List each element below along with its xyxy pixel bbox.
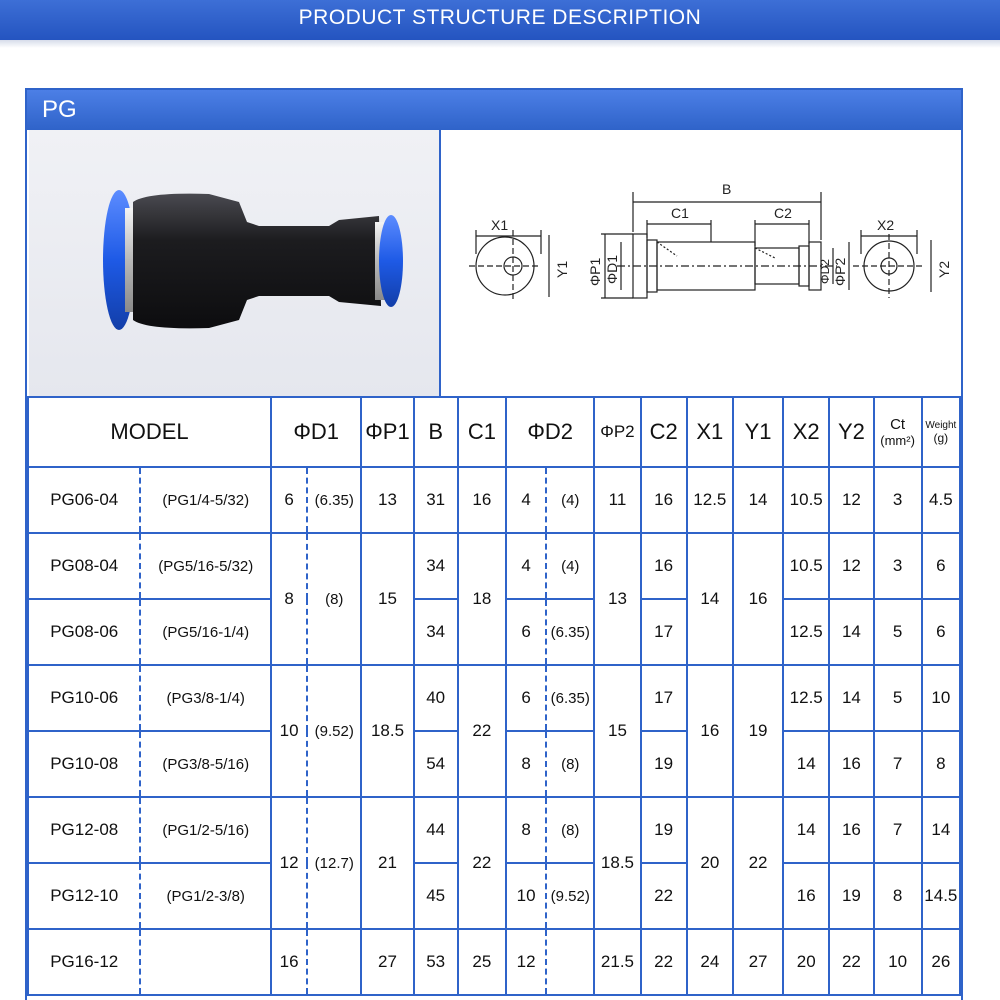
y2-cell: 14 — [829, 665, 873, 731]
section-header — [27, 90, 961, 130]
header-b: B — [414, 397, 458, 467]
spec-cell: (PG1/2-5/16) — [140, 797, 271, 863]
c1-cell: 16 — [458, 467, 506, 533]
dimension-drawing — [441, 130, 961, 396]
header-model: MODEL — [28, 397, 271, 467]
d2-cell: 4 — [506, 533, 546, 599]
d2-cell: 6 — [506, 599, 546, 665]
p2-cell: 13 — [594, 533, 640, 665]
d2-inch-cell: (4) — [546, 467, 594, 533]
ct-cell: 10 — [874, 929, 922, 995]
collet-small — [379, 215, 403, 307]
header-ct-label: Ct — [890, 416, 906, 433]
y1-cell: 27 — [733, 929, 783, 995]
x2-cell: 10.5 — [783, 533, 829, 599]
product-frame — [25, 88, 963, 1000]
header-y1: Y1 — [733, 397, 783, 467]
d2-inch-cell: (9.52) — [546, 863, 594, 929]
weight-cell: 6 — [922, 533, 960, 599]
spec-cell: (PG5/16-1/4) — [140, 599, 271, 665]
ct-cell: 8 — [874, 863, 922, 929]
table-row — [28, 929, 960, 995]
b-cell: 34 — [414, 533, 458, 599]
p1-cell: 15 — [361, 533, 413, 665]
y2-cell: 16 — [829, 797, 873, 863]
d1-cell: 12 — [271, 797, 307, 929]
label-p1: ΦP1 — [587, 257, 603, 286]
d1-inch-cell: (8) — [307, 533, 361, 665]
model-cell: PG08-04 — [28, 533, 140, 599]
c2-cell: 16 — [641, 533, 687, 599]
d2-cell: 10 — [506, 863, 546, 929]
d2-cell: 4 — [506, 467, 546, 533]
header-row — [28, 397, 960, 467]
model-cell: PG16-12 — [28, 929, 140, 995]
p2-cell: 18.5 — [594, 797, 640, 929]
c2-cell: 17 — [641, 665, 687, 731]
table-row — [28, 665, 960, 731]
header-weight-label: Weight — [925, 419, 957, 431]
d1-cell: 10 — [271, 665, 307, 797]
header-y2: Y2 — [829, 397, 873, 467]
b-cell: 31 — [414, 467, 458, 533]
b-cell: 40 — [414, 665, 458, 731]
x1-cell: 20 — [687, 797, 733, 929]
p2-cell: 11 — [594, 467, 640, 533]
d2-inch-cell: (4) — [546, 533, 594, 599]
weight-cell: 10 — [922, 665, 960, 731]
d2-cell: 8 — [506, 797, 546, 863]
label-d1: ΦD1 — [604, 254, 620, 284]
header-c1: C1 — [458, 397, 506, 467]
header-ct — [874, 397, 922, 467]
ct-cell: 7 — [874, 797, 922, 863]
d2-inch-cell: (6.35) — [546, 665, 594, 731]
b-cell: 53 — [414, 929, 458, 995]
model-cell: PG08-06 — [28, 599, 140, 665]
d2-inch-cell: (6.35) — [546, 599, 594, 665]
table-row — [28, 797, 960, 863]
p1-cell: 21 — [361, 797, 413, 929]
spec-cell: (PG3/8-1/4) — [140, 665, 271, 731]
x1-cell: 12.5 — [687, 467, 733, 533]
y1-cell: 16 — [733, 533, 783, 665]
d2-inch-cell: (8) — [546, 797, 594, 863]
d1-cell: 6 — [271, 467, 307, 533]
weight-cell: 6 — [922, 599, 960, 665]
c2-cell: 22 — [641, 863, 687, 929]
y2-cell: 19 — [829, 863, 873, 929]
x2-cell: 14 — [783, 797, 829, 863]
model-cell: PG06-04 — [28, 467, 140, 533]
p2-cell: 21.5 — [594, 929, 640, 995]
x2-cell: 12.5 — [783, 665, 829, 731]
y1-cell: 22 — [733, 797, 783, 929]
spec-cell: (PG3/8-5/16) — [140, 731, 271, 797]
technical-drawing — [441, 130, 961, 396]
c1-cell: 22 — [458, 797, 506, 929]
p2-cell: 15 — [594, 665, 640, 797]
ct-cell: 5 — [874, 599, 922, 665]
banner-shadow — [0, 40, 1000, 48]
d1-cell: 8 — [271, 533, 307, 665]
c1-cell: 25 — [458, 929, 506, 995]
y1-cell: 19 — [733, 665, 783, 797]
d1-cell: 16 — [271, 929, 307, 995]
section-title: PG — [42, 96, 77, 123]
label-y1: Y1 — [554, 260, 570, 278]
b-cell: 44 — [414, 797, 458, 863]
label-b: B — [722, 181, 732, 197]
ct-cell: 3 — [874, 467, 922, 533]
table-row — [28, 533, 960, 599]
body-large — [133, 194, 381, 329]
spec-cell: (PG5/16-5/32) — [140, 533, 271, 599]
p1-cell: 18.5 — [361, 665, 413, 797]
c2-cell: 17 — [641, 599, 687, 665]
header-weight — [922, 397, 960, 467]
banner-title: PRODUCT STRUCTURE DESCRIPTION — [298, 6, 702, 29]
header-p1: ΦP1 — [361, 397, 413, 467]
c1-cell: 18 — [458, 533, 506, 665]
product-photo — [29, 130, 439, 396]
header-weight-unit: (g) — [933, 430, 949, 445]
c2-cell: 16 — [641, 467, 687, 533]
x1-cell: 16 — [687, 665, 733, 797]
y1-cell: 14 — [733, 467, 783, 533]
b-cell: 45 — [414, 863, 458, 929]
model-cell: PG10-08 — [28, 731, 140, 797]
b-cell: 34 — [414, 599, 458, 665]
header-x1: X1 — [687, 397, 733, 467]
spec-table — [27, 396, 961, 996]
d2-cell: 12 — [506, 929, 546, 995]
y2-cell: 12 — [829, 467, 873, 533]
d1-inch-cell — [307, 929, 361, 995]
label-x2: X2 — [877, 217, 895, 233]
y2-cell: 22 — [829, 929, 873, 995]
header-p2: ΦP2 — [594, 397, 640, 467]
header-d2: ΦD2 — [506, 397, 594, 467]
d2-cell: 6 — [506, 665, 546, 731]
fitting-illustration — [29, 130, 439, 396]
table-row — [28, 467, 960, 533]
ct-cell: 7 — [874, 731, 922, 797]
d2-inch-cell — [546, 929, 594, 995]
model-cell: PG10-06 — [28, 665, 140, 731]
label-y2: Y2 — [936, 260, 952, 278]
weight-cell: 8 — [922, 731, 960, 797]
y2-cell: 12 — [829, 533, 873, 599]
header-ct-unit: (mm²) — [880, 433, 915, 448]
spec-cell — [140, 929, 271, 995]
weight-cell: 14 — [922, 797, 960, 863]
d1-inch-cell: (12.7) — [307, 797, 361, 929]
weight-cell: 4.5 — [922, 467, 960, 533]
header-x2: X2 — [783, 397, 829, 467]
x2-cell: 14 — [783, 731, 829, 797]
c1-cell: 22 — [458, 665, 506, 797]
y2-cell: 16 — [829, 731, 873, 797]
weight-cell: 14.5 — [922, 863, 960, 929]
d2-cell: 8 — [506, 731, 546, 797]
x2-cell: 20 — [783, 929, 829, 995]
ct-cell: 3 — [874, 533, 922, 599]
x2-cell: 16 — [783, 863, 829, 929]
d1-inch-cell: (9.52) — [307, 665, 361, 797]
label-x1: X1 — [491, 217, 509, 233]
weight-cell: 26 — [922, 929, 960, 995]
x2-cell: 10.5 — [783, 467, 829, 533]
p1-cell: 27 — [361, 929, 413, 995]
b-cell: 54 — [414, 731, 458, 797]
label-p2: ΦP2 — [832, 257, 848, 286]
x1-cell: 14 — [687, 533, 733, 665]
spec-cell: (PG1/4-5/32) — [140, 467, 271, 533]
d2-inch-cell: (8) — [546, 731, 594, 797]
header-c2: C2 — [641, 397, 687, 467]
ct-cell: 5 — [874, 665, 922, 731]
spec-cell: (PG1/2-3/8) — [140, 863, 271, 929]
c2-cell: 19 — [641, 731, 687, 797]
c2-cell: 22 — [641, 929, 687, 995]
c2-cell: 19 — [641, 797, 687, 863]
p1-cell: 13 — [361, 467, 413, 533]
model-cell: PG12-10 — [28, 863, 140, 929]
y2-cell: 14 — [829, 599, 873, 665]
label-c1: C1 — [671, 205, 689, 221]
model-cell: PG12-08 — [28, 797, 140, 863]
x2-cell: 12.5 — [783, 599, 829, 665]
x1-cell: 24 — [687, 929, 733, 995]
label-d2: ΦD2 — [818, 259, 832, 284]
label-c2: C2 — [774, 205, 792, 221]
header-d1: ΦD1 — [271, 397, 361, 467]
d1-inch-cell: (6.35) — [307, 467, 361, 533]
